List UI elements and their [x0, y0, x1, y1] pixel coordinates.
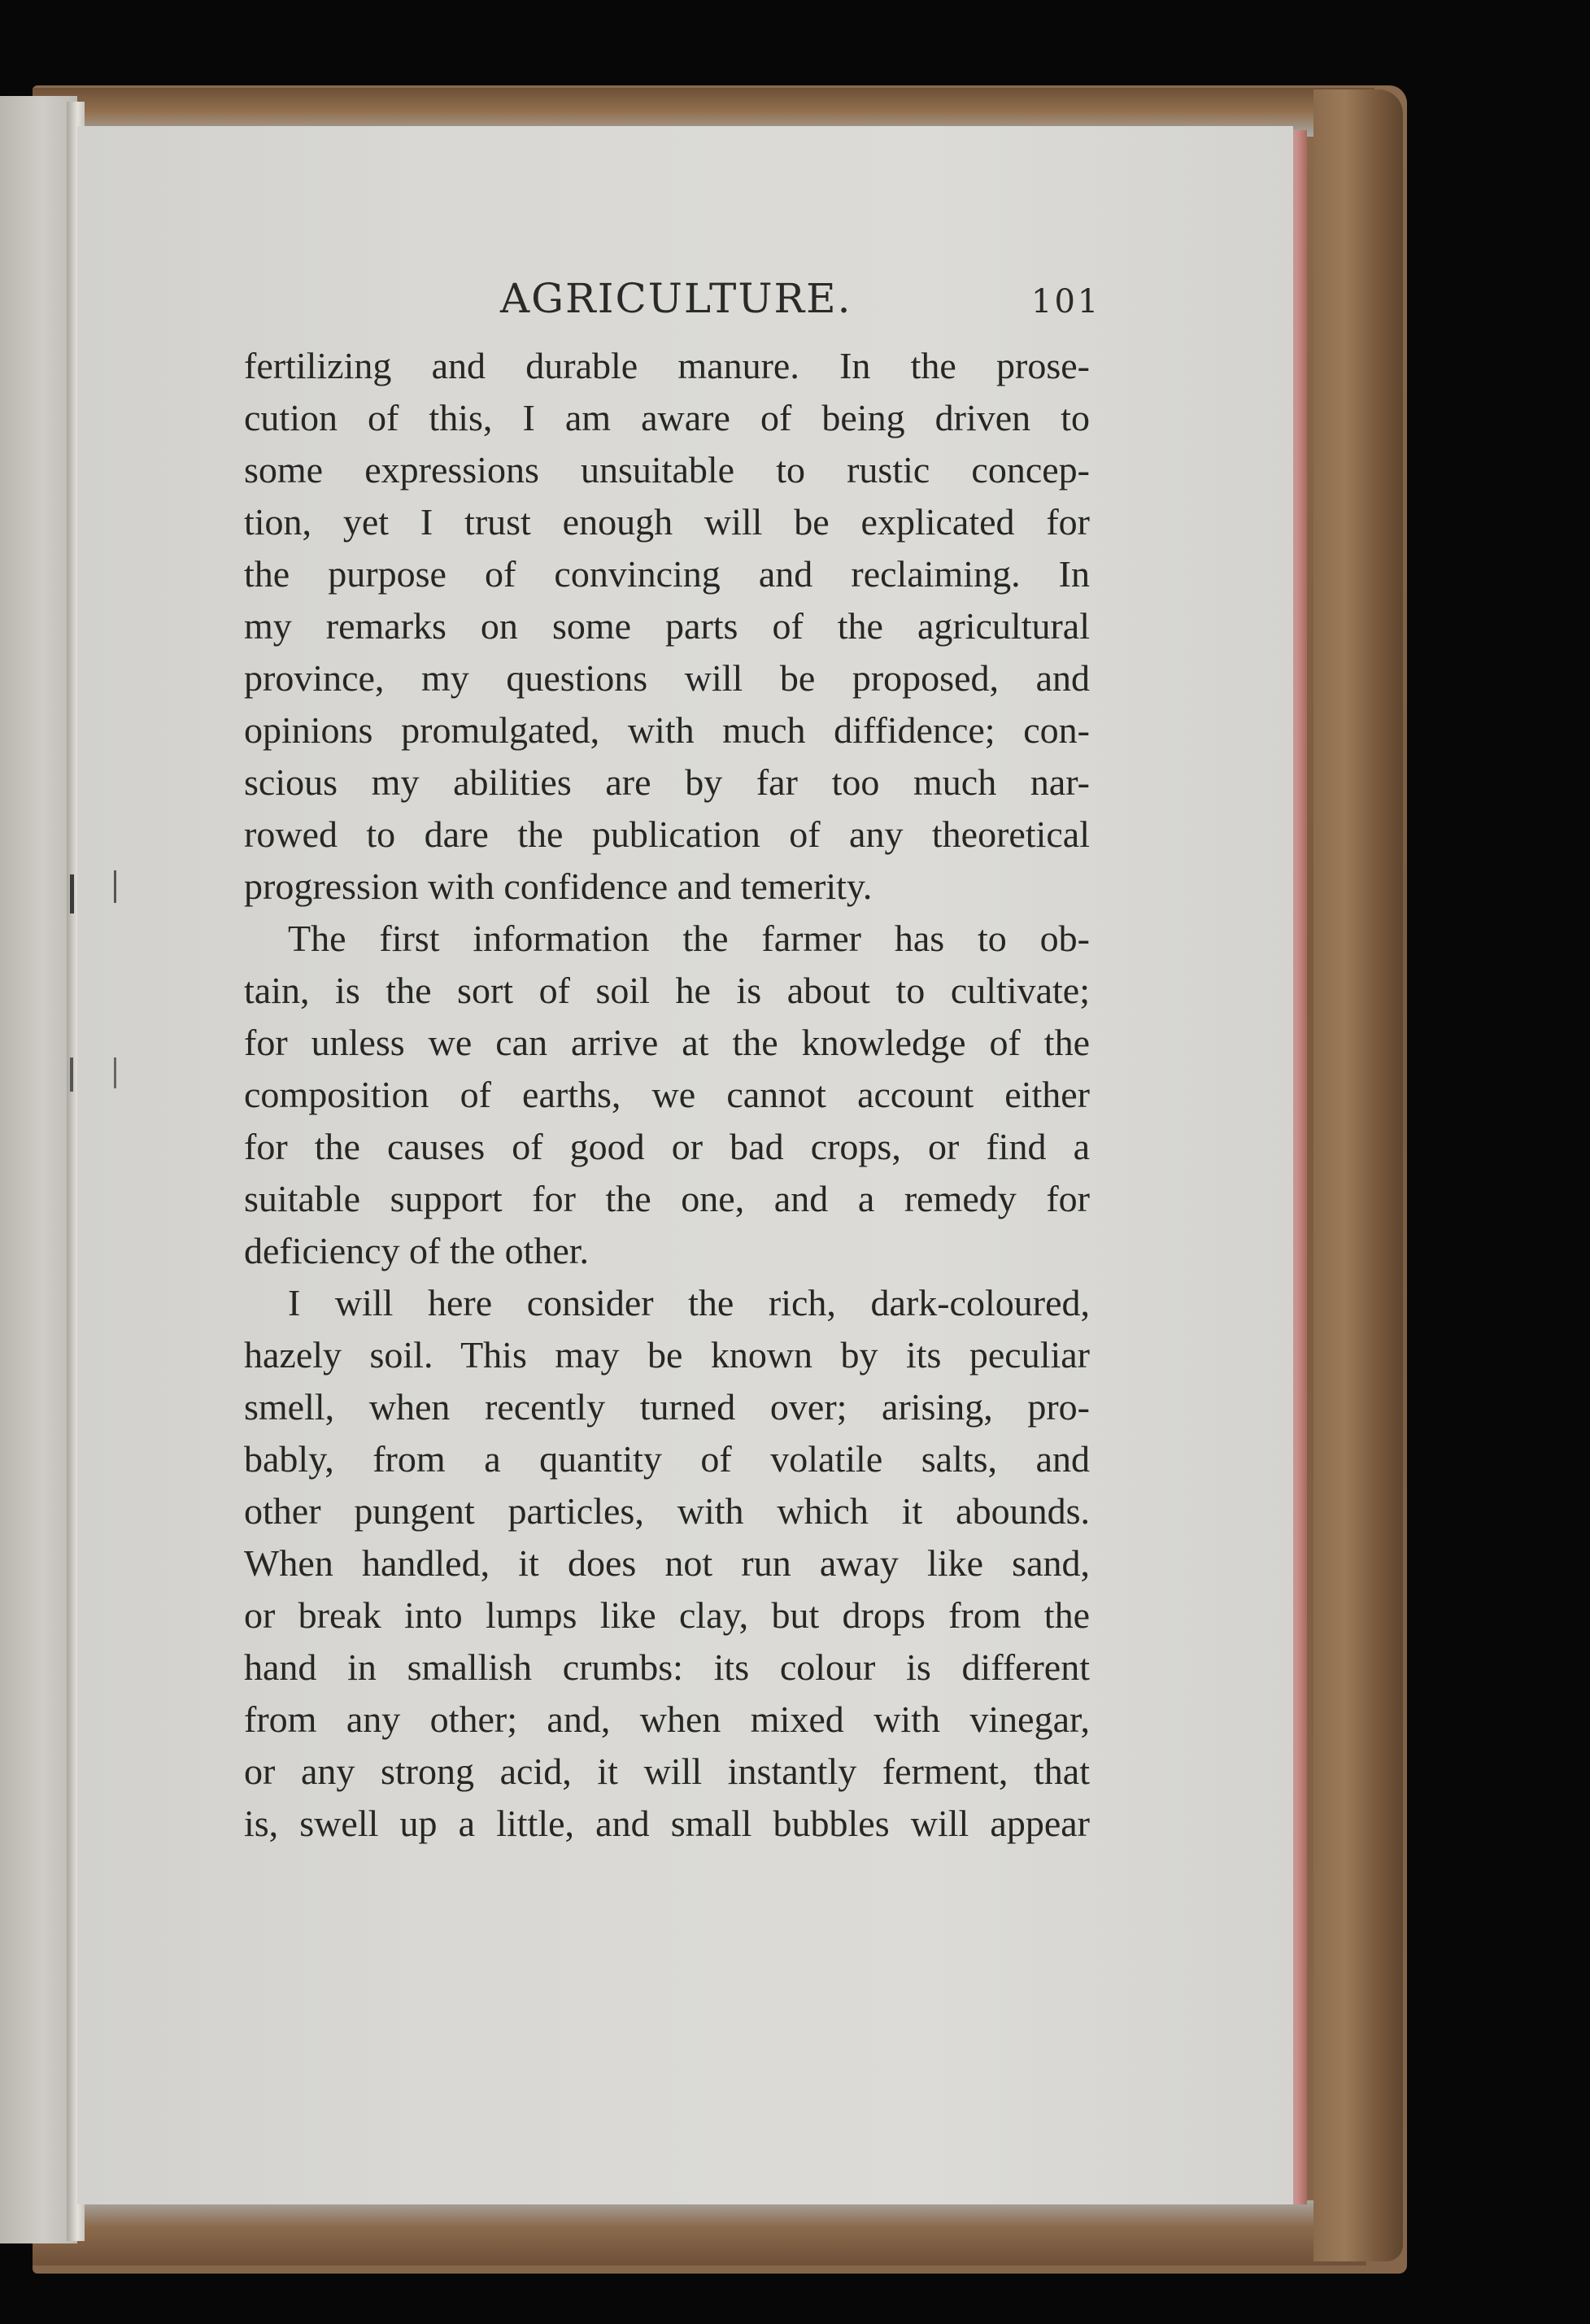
text-line: is, swell up a little, and small bubbles will appear	[244, 1803, 1090, 1844]
paragraph-first-line: I will here consider the rich, dark-coloured,	[288, 1282, 1090, 1323]
facing-page-mark	[70, 874, 74, 913]
text-line: tion, yet I trust enough will be explicated for	[244, 501, 1090, 543]
text-line: smell, when recently turned over; arising, pro-	[244, 1386, 1090, 1428]
text-line: from any other; and, when mixed with vinegar,	[244, 1698, 1090, 1740]
text-line: or any strong acid, it will instantly ferment, that	[244, 1751, 1090, 1792]
facing-page-mark	[114, 1057, 116, 1088]
text-line: rowed to dare the publication of any theoretical	[244, 813, 1090, 855]
facing-page-mark	[70, 1057, 73, 1092]
cover-bottom-edge	[33, 2200, 1366, 2265]
text-line: scious my abilities are by far too much nar-	[244, 761, 1090, 803]
text-line: for unless we can arrive at the knowledge of the	[244, 1022, 1090, 1063]
text-line: deficiency of the other.	[244, 1230, 590, 1271]
text-line: tain, is the sort of soil he is about to cultivate;	[244, 970, 1090, 1011]
text-line: opinions promulgated, with much diffidence; con-	[244, 709, 1090, 751]
text-line: suitable support for the one, and a remedy for	[244, 1178, 1090, 1219]
text-line: cution of this, I am aware of being driven to	[244, 397, 1090, 438]
text-line: other pungent particles, with which it abounds.	[244, 1490, 1090, 1532]
facing-page-edge	[0, 96, 77, 2243]
cover-right-edge	[1313, 89, 1403, 2261]
text-line: hazely soil. This may be known by its peculiar	[244, 1334, 1090, 1376]
text-line: province, my questions will be proposed, and	[244, 657, 1090, 699]
text-line: composition of earths, we cannot account either	[244, 1074, 1090, 1115]
text-line: When handled, it does not run away like sand,	[244, 1542, 1090, 1584]
text-line: progression with confidence and temerity.	[244, 866, 873, 907]
text-line: fertilizing and durable manure. In the prose-	[244, 345, 1090, 386]
text-line: some expressions unsuitable to rustic concep-	[244, 449, 1090, 491]
page-number: 101	[1031, 283, 1101, 320]
running-head: AGRICULTURE.	[500, 275, 852, 322]
facing-page-mark	[114, 870, 116, 903]
paragraph-first-line: The first information the farmer has to ob-	[288, 918, 1090, 959]
text-line: the purpose of convincing and reclaiming. In	[244, 553, 1090, 595]
text-line: my remarks on some parts of the agricultural	[244, 605, 1090, 647]
text-line: bably, from a quantity of volatile salts, and	[244, 1438, 1090, 1480]
text-line: for the causes of good or bad crops, or find a	[244, 1126, 1090, 1167]
text-line: or break into lumps like clay, but drops from the	[244, 1594, 1090, 1636]
text-line: hand in smallish crumbs: its colour is different	[244, 1646, 1090, 1688]
